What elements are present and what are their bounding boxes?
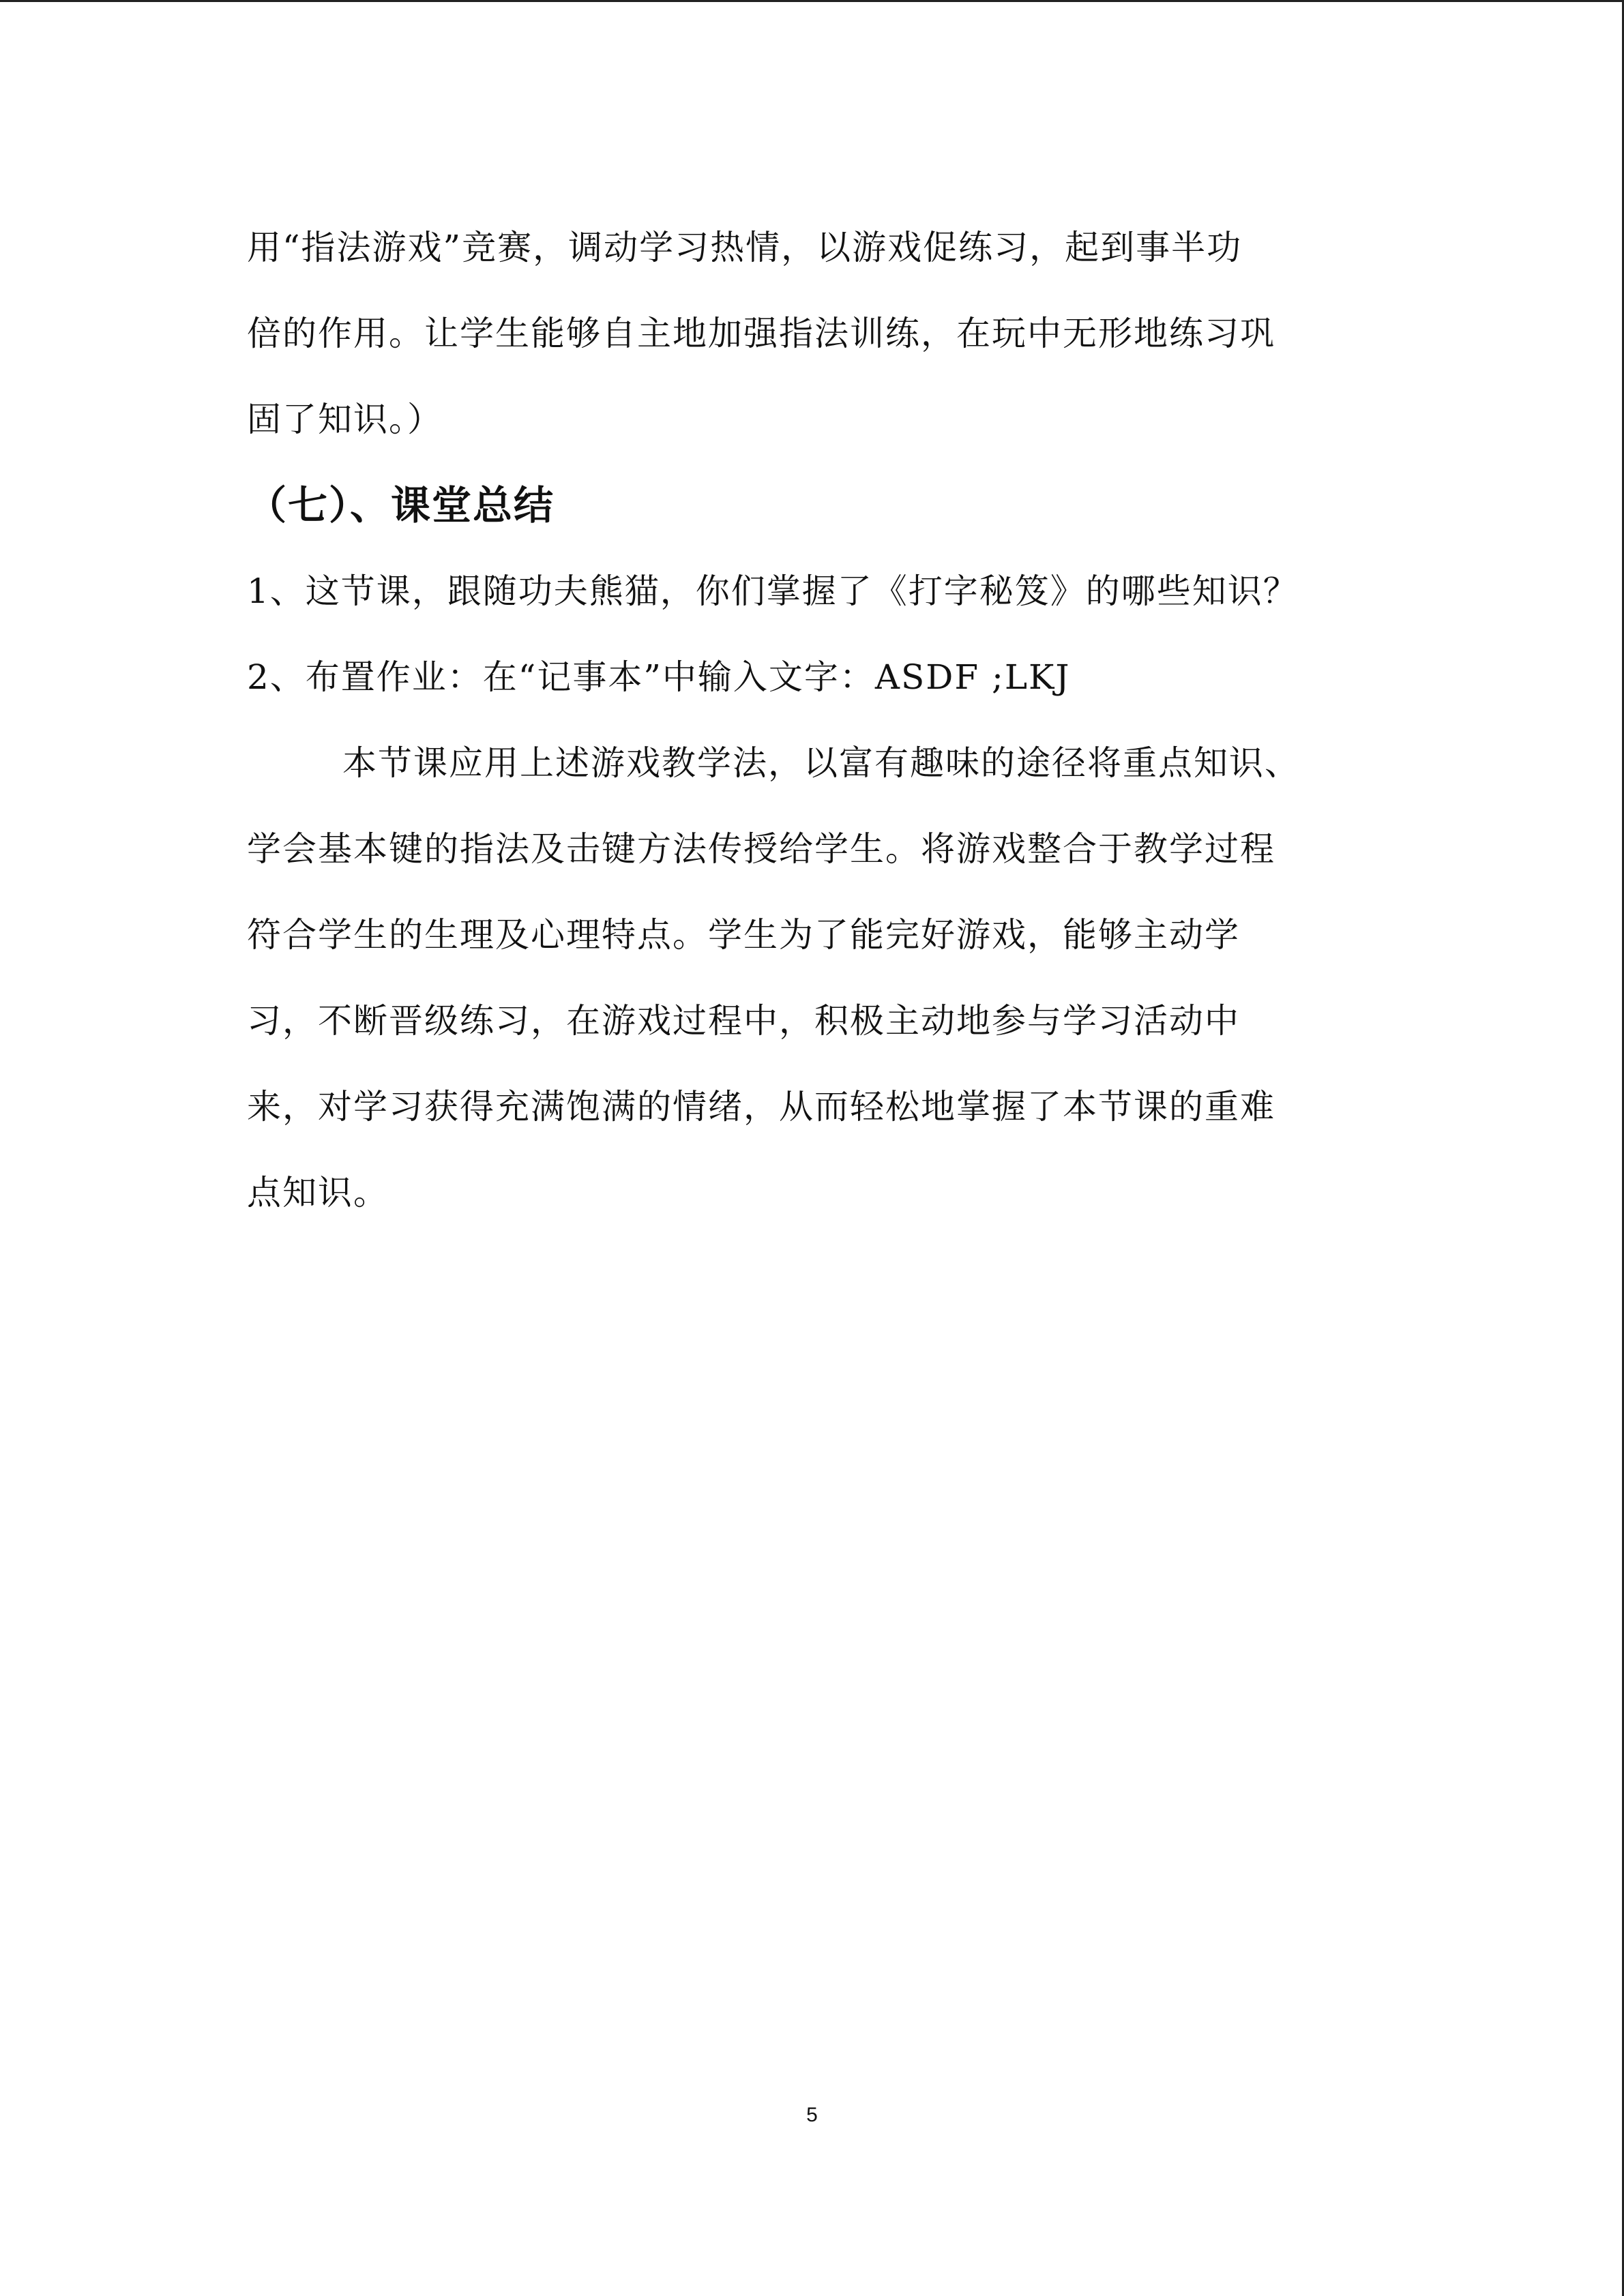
- paragraph-line: 符合学生的生理及心理特点。学生为了能完好游戏，能够主动学: [247, 915, 1240, 955]
- page-number: 5: [806, 2104, 818, 2126]
- page-top-border: [0, 0, 1624, 2]
- paragraph-line: 本节课应用上述游戏教学法，以富有趣味的途径将重点知识、: [342, 743, 1300, 783]
- paragraph-continuation: [247, 205, 1365, 462]
- section-heading: （七）、课堂总结: [247, 482, 555, 528]
- paragraph-line: 固了知识。）: [247, 400, 443, 439]
- paragraph-line: 用“指法游戏”竞赛，调动学习热情，以游戏促练习，起到事半功: [247, 228, 1243, 267]
- paragraph-line: 学会基本键的指法及击键方法传授给学生。将游戏整合于教学过程: [247, 829, 1275, 869]
- document-body: [247, 205, 1365, 1236]
- paragraph-line: 点知识。: [247, 1173, 389, 1212]
- list-item: 2、布置作业：在“记事本”中输入文字：ASDF ;LKJ: [247, 657, 1071, 697]
- paragraph-line: 倍的作用。让学生能够自主地加强指法训练，在玩中无形地练习巩: [247, 314, 1275, 353]
- list-item: 1、这节课，跟随功夫熊猫，你们掌握了《打字秘笈》的哪些知识？: [247, 571, 1299, 611]
- paragraph-line: 来，对学习获得充满饱满的情绪，从而轻松地掌握了本节课的重难: [247, 1087, 1275, 1127]
- summary-paragraph: [247, 720, 1365, 1236]
- summary-list: [247, 548, 1365, 720]
- paragraph-line: 习，不断晋级练习，在游戏过程中，积极主动地参与学习活动中: [247, 1001, 1240, 1041]
